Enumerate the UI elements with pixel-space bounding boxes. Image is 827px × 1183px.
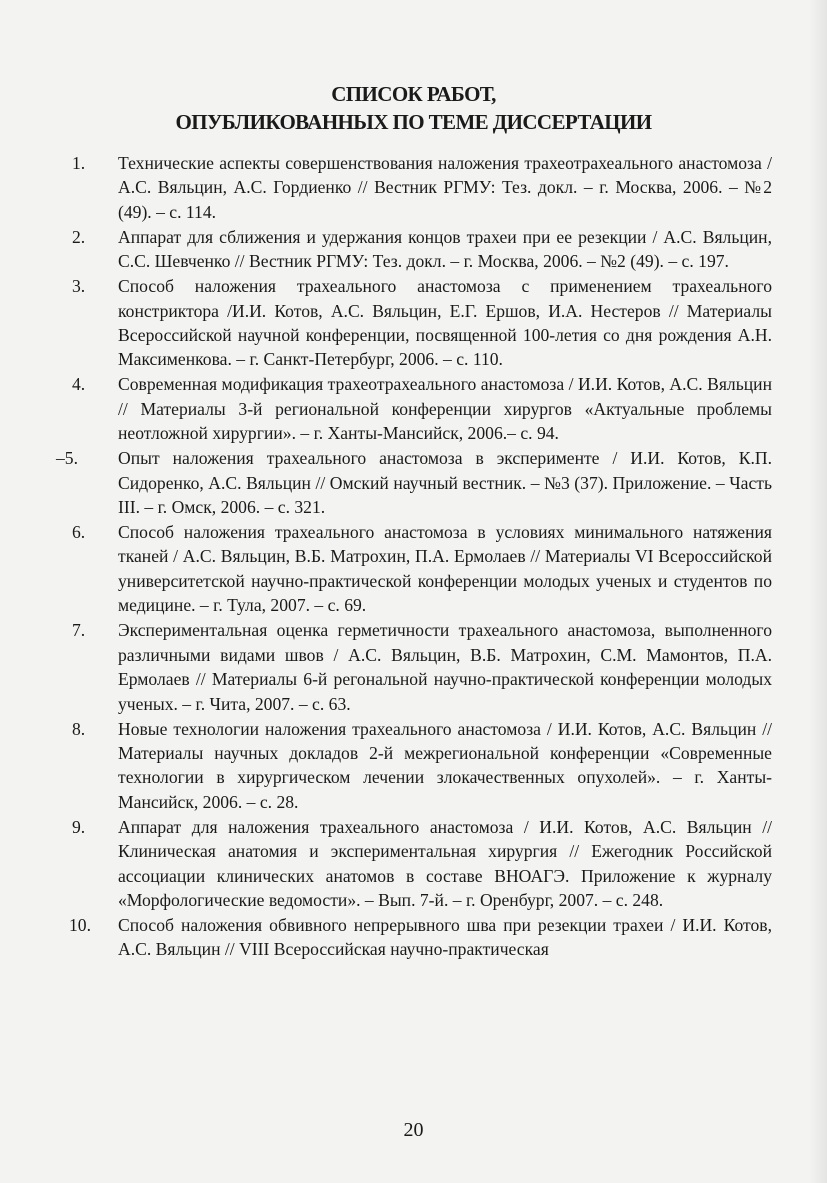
heading-line-1: СПИСОК РАБОТ,: [331, 82, 496, 106]
item-number: 1.: [72, 153, 86, 173]
page-number: 20: [403, 1119, 424, 1141]
item-number: 4.: [72, 374, 86, 395]
list-item: [72, 520, 772, 618]
item-number: 10.: [69, 914, 91, 935]
item-text: Опыт наложения трахеального анастомоза в эксперименте / И.И. Котов, К.П. Сидоренко, А.С. Вяльцин // Омский научный вестник. – №3 (37). Приложение. – Часть III. – г. Омск, 2006. – с. 321.: [118, 448, 772, 518]
list-item: [72, 618, 772, 716]
list-item: [72, 225, 772, 274]
item-number: –5.: [56, 448, 78, 469]
item-text: Способ наложения трахеального анастомоза с применением трахеального констриктора /И.И. Котов, А.С. Вяльцин, Е.Г. Ершов, И.А. Нестеров // Материалы Всероссийской научной конференции, посвященной 100-летия со дня рождения А.Н. Максименкова. – г. Санкт-Петербург, 2006. – с. 110.: [118, 276, 772, 370]
item-text: Аппарат для наложения трахеального анастомоза / И.И. Котов, А.С. Вяльцин // Клиническая анатомия и экспериментальная хирургия // Ежегодник Российской ассоциации клинических анатомов в составе ВНОАГЭ. Приложение к журналу «Морфологические ведомости». – Вып. 7-й. – г. Оренбург, 2007. – с. 248.: [118, 816, 772, 910]
list-item: [72, 274, 772, 372]
list-item: [72, 151, 772, 224]
list-item: [69, 913, 772, 962]
item-text: Способ наложения обвивного непрерывного шва при резекции трахеи / И.И. Котов, А.С. Вяльцин // VIII Всероссийская научно-практическая: [118, 914, 772, 960]
item-text: Экспериментальная оценка герметичности трахеального анастомоза, выполненного различными видами швов / А.С. Вяльцин, В.Б. Матрохин, С.М. Мамонтов, П.А. Ермолаев // Материалы 6-й регональной научно-практической конференции молодых ученых. – г. Чита, 2007. – с. 63.: [118, 620, 772, 714]
heading-line-2: ОПУБЛИКОВАННЫХ ПО ТЕМЕ ДИССЕРТАЦИИ: [175, 110, 652, 134]
item-text: Технические аспекты совершенствования наложения трахеотрахеального анастомоза / А.С. Вяльцин, А.С. Гордиенко // Вестник РГМУ: Тез. докл. – г. Москва, 2006. – №2 (49). – с. 114.: [118, 153, 772, 222]
list-item: [56, 446, 772, 519]
item-text: Новые технологии наложения трахеального анастомоза / И.И. Котов, А.С. Вяльцин // Материалы научных докладов 2-й межрегиональной конференции «Современные технологии в хирургическом лечении злокачественных опухолей». – г. Ханты-Мансийск, 2006. – с. 28.: [118, 718, 772, 812]
list-item: [72, 815, 772, 913]
item-text: Аппарат для сближения и удержания концов трахеи при ее резекции / А.С. Вяльцин, С.С. Шевченко // Вестник РГМУ: Тез. докл. – г. Москва, 2006. – №2 (49). – с. 197.: [118, 226, 772, 272]
list-item: [72, 372, 772, 445]
item-number: 3.: [72, 276, 86, 297]
item-number: 8.: [72, 718, 86, 739]
item-number: 6.: [72, 522, 86, 543]
document-heading: [0, 80, 827, 136]
item-text: Современная модификация трахеотрахеального анастомоза / И.И. Котов, А.С. Вяльцин // Материалы 3-й региональной конференции хирургов «Актуальные проблемы неотложной хирургии». – г. Ханты-Мансийск, 2006.– с. 94.: [118, 374, 772, 444]
item-text: Способ наложения трахеального анастомоза в условиях минимального натяжения тканей / А.С. Вяльцин, В.Б. Матрохин, П.А. Ермолаев // Материалы VI Всероссийской университетской научно-практической конференции молодых ученых и студентов по медицине. – г. Тула, 2007. – с. 69.: [118, 522, 772, 616]
list-item: [72, 717, 772, 815]
item-number: 7.: [72, 620, 86, 641]
page-edge-shadow: [809, 0, 827, 1183]
item-number: 2.: [72, 226, 86, 247]
publication-list: [56, 151, 772, 962]
item-number: 9.: [72, 816, 86, 837]
